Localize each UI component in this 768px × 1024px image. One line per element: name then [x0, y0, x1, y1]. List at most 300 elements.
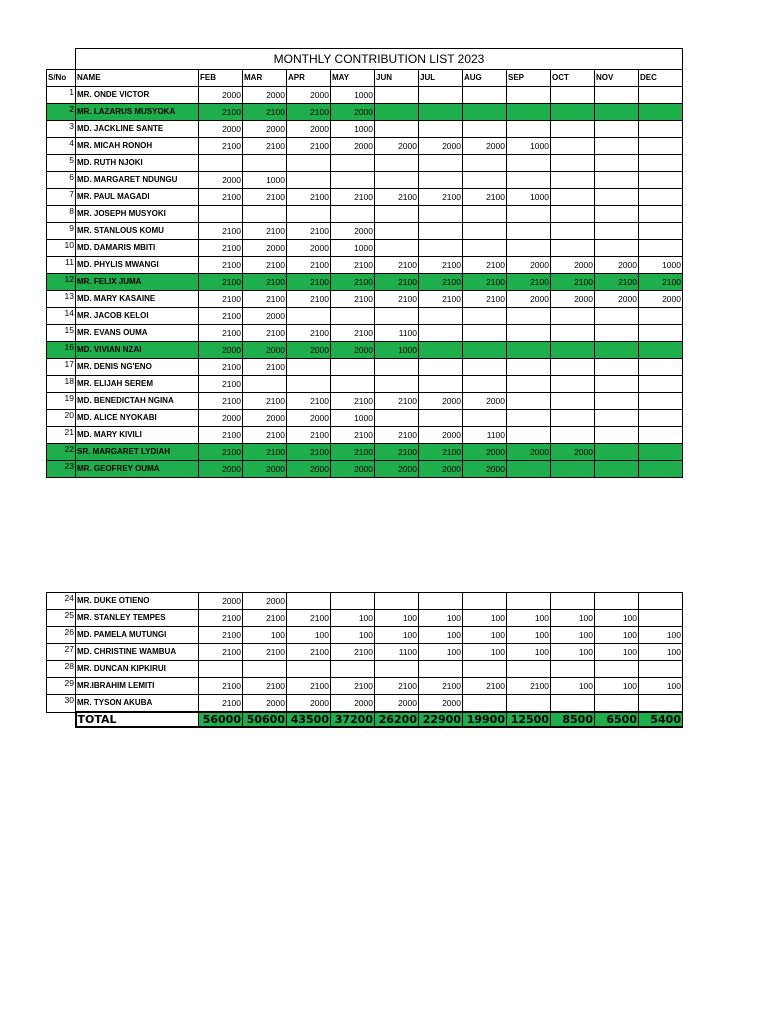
contribution-cell — [287, 172, 331, 189]
contribution-cell: 1000 — [375, 342, 419, 359]
contribution-cell — [375, 593, 419, 610]
contribution-cell — [507, 172, 551, 189]
contribution-cell — [507, 87, 551, 104]
contribution-cell — [331, 308, 375, 325]
member-name: MR. JOSEPH MUSYOKI — [76, 206, 199, 223]
column-header-apr: APR — [287, 70, 331, 87]
contribution-cell — [375, 155, 419, 172]
contribution-cell — [639, 87, 683, 104]
contribution-table-page1 — [46, 48, 683, 478]
table-row — [47, 274, 683, 291]
blank-corner — [47, 49, 76, 70]
contribution-cell: 2000 — [551, 257, 595, 274]
contribution-cell — [375, 206, 419, 223]
contribution-cell — [595, 189, 639, 206]
contribution-cell — [595, 376, 639, 393]
column-header-s-no: S/No — [47, 70, 76, 87]
header-row — [47, 70, 683, 87]
contribution-cell — [551, 308, 595, 325]
column-header-nov: NOV — [595, 70, 639, 87]
contribution-cell — [463, 104, 507, 121]
contribution-cell: 2000 — [243, 461, 287, 478]
contribution-cell — [463, 325, 507, 342]
contribution-cell: 100 — [463, 644, 507, 661]
member-name: SR. MARGARET LYDIAH — [76, 444, 199, 461]
contribution-cell: 2100 — [419, 291, 463, 308]
contribution-cell — [463, 308, 507, 325]
contribution-cell: 2000 — [507, 291, 551, 308]
contribution-cell — [639, 593, 683, 610]
contribution-cell — [419, 172, 463, 189]
table-row — [47, 661, 683, 678]
contribution-cell — [419, 359, 463, 376]
serial-number: 22 — [47, 444, 76, 461]
table-row — [47, 291, 683, 308]
contribution-cell — [639, 308, 683, 325]
contribution-cell: 2100 — [595, 274, 639, 291]
member-name: MR. PAUL MAGADI — [76, 189, 199, 206]
contribution-cell — [375, 104, 419, 121]
contribution-cell — [595, 325, 639, 342]
contribution-cell: 2000 — [243, 308, 287, 325]
contribution-cell — [639, 172, 683, 189]
contribution-cell: 100 — [595, 610, 639, 627]
contribution-cell: 2000 — [507, 444, 551, 461]
contribution-cell: 2000 — [463, 393, 507, 410]
contribution-cell: 2000 — [199, 172, 243, 189]
contribution-cell — [639, 223, 683, 240]
serial-number: 5 — [47, 155, 76, 172]
contribution-cell — [639, 427, 683, 444]
contribution-cell: 2000 — [199, 87, 243, 104]
contribution-cell — [375, 240, 419, 257]
table-row — [47, 376, 683, 393]
serial-number: 2 — [47, 104, 76, 121]
table-row — [47, 342, 683, 359]
contribution-cell: 2100 — [507, 274, 551, 291]
member-name: MD. MARY KASAINE — [76, 291, 199, 308]
table-row — [47, 444, 683, 461]
member-name: MR. MICAH RONOH — [76, 138, 199, 155]
contribution-cell: 2100 — [463, 291, 507, 308]
table-row — [47, 695, 683, 713]
contribution-cell — [639, 342, 683, 359]
contribution-cell — [551, 155, 595, 172]
contribution-cell: 2100 — [243, 427, 287, 444]
serial-number: 4 — [47, 138, 76, 155]
contribution-cell: 2100 — [199, 325, 243, 342]
serial-number: 3 — [47, 121, 76, 138]
table-row — [47, 104, 683, 121]
contribution-cell: 2000 — [331, 695, 375, 713]
contribution-cell — [551, 325, 595, 342]
contribution-cell — [507, 376, 551, 393]
contribution-cell — [639, 695, 683, 713]
member-name: MD. VIVIAN NZAI — [76, 342, 199, 359]
contribution-cell: 2000 — [331, 138, 375, 155]
contribution-cell: 2100 — [287, 138, 331, 155]
column-header-mar: MAR — [243, 70, 287, 87]
member-name: MR. TYSON AKUBA — [76, 695, 199, 713]
member-name: MD. DAMARIS MBITI — [76, 240, 199, 257]
contribution-cell: 2100 — [287, 274, 331, 291]
contribution-cell: 2100 — [243, 678, 287, 695]
total-cell: 6500 — [595, 712, 639, 727]
contribution-cell — [551, 661, 595, 678]
member-name: MD. BENEDICTAH NGINA — [76, 393, 199, 410]
contribution-cell — [595, 410, 639, 427]
contribution-cell: 1000 — [331, 410, 375, 427]
serial-number: 21 — [47, 427, 76, 444]
contribution-cell — [419, 308, 463, 325]
total-row — [47, 712, 683, 727]
contribution-cell: 2000 — [331, 104, 375, 121]
contribution-cell — [551, 87, 595, 104]
total-cell: 22900 — [419, 712, 463, 727]
serial-number: 12 — [47, 274, 76, 291]
contribution-cell: 2100 — [243, 325, 287, 342]
contribution-cell — [551, 593, 595, 610]
column-header-aug: AUG — [463, 70, 507, 87]
contribution-cell: 2100 — [331, 189, 375, 206]
contribution-cell: 1000 — [243, 172, 287, 189]
contribution-cell: 2100 — [243, 610, 287, 627]
contribution-cell — [507, 206, 551, 223]
contribution-cell — [331, 661, 375, 678]
contribution-cell: 100 — [551, 678, 595, 695]
contribution-cell — [639, 393, 683, 410]
member-name: MR. STANLEY TEMPES — [76, 610, 199, 627]
contribution-cell — [375, 223, 419, 240]
contribution-cell: 2100 — [199, 104, 243, 121]
contribution-cell — [463, 155, 507, 172]
contribution-cell: 100 — [595, 627, 639, 644]
contribution-cell: 100 — [375, 610, 419, 627]
contribution-cell: 100 — [595, 644, 639, 661]
contribution-cell — [463, 376, 507, 393]
contribution-cell: 2000 — [199, 593, 243, 610]
contribution-cell: 2000 — [375, 138, 419, 155]
serial-number: 30 — [47, 695, 76, 713]
contribution-cell — [375, 376, 419, 393]
contribution-cell — [375, 87, 419, 104]
contribution-cell: 2100 — [199, 444, 243, 461]
contribution-cell: 2100 — [419, 274, 463, 291]
contribution-cell — [639, 240, 683, 257]
contribution-cell: 1000 — [507, 189, 551, 206]
contribution-cell: 2100 — [463, 257, 507, 274]
member-name: MR. ONDE VICTOR — [76, 87, 199, 104]
contribution-cell: 2100 — [199, 291, 243, 308]
contribution-cell — [551, 240, 595, 257]
contribution-cell — [595, 461, 639, 478]
contribution-cell: 2100 — [243, 223, 287, 240]
contribution-cell: 2000 — [287, 240, 331, 257]
contribution-cell: 2100 — [551, 274, 595, 291]
contribution-cell: 1100 — [463, 427, 507, 444]
contribution-cell: 2000 — [375, 461, 419, 478]
serial-number: 29 — [47, 678, 76, 695]
contribution-cell — [507, 661, 551, 678]
member-name: MR. DENIS NG'ENO — [76, 359, 199, 376]
contribution-cell — [639, 121, 683, 138]
column-header-name: NAME — [76, 70, 199, 87]
contribution-cell: 2000 — [199, 410, 243, 427]
contribution-cell — [551, 104, 595, 121]
contribution-cell: 2100 — [375, 257, 419, 274]
contribution-cell: 2100 — [639, 274, 683, 291]
contribution-cell: 2100 — [419, 189, 463, 206]
contribution-cell: 2100 — [199, 257, 243, 274]
contribution-cell: 1000 — [331, 121, 375, 138]
contribution-cell: 2100 — [287, 678, 331, 695]
contribution-cell: 2100 — [199, 427, 243, 444]
contribution-cell — [507, 155, 551, 172]
contribution-cell — [595, 661, 639, 678]
contribution-cell: 2000 — [419, 427, 463, 444]
contribution-cell: 2100 — [199, 138, 243, 155]
member-name: MD. MARGARET NDUNGU — [76, 172, 199, 189]
column-header-jun: JUN — [375, 70, 419, 87]
contribution-cell — [507, 427, 551, 444]
contribution-cell: 1100 — [375, 325, 419, 342]
contribution-cell: 2000 — [199, 121, 243, 138]
contribution-cell: 2100 — [199, 644, 243, 661]
contribution-cell: 100 — [551, 610, 595, 627]
table-row — [47, 138, 683, 155]
member-name: MD. MARY KIVILI — [76, 427, 199, 444]
contribution-cell — [463, 172, 507, 189]
contribution-cell — [507, 223, 551, 240]
contribution-cell: 2100 — [375, 427, 419, 444]
serial-number: 26 — [47, 627, 76, 644]
serial-number: 7 — [47, 189, 76, 206]
contribution-cell — [463, 593, 507, 610]
contribution-cell: 2100 — [375, 291, 419, 308]
contribution-cell: 100 — [639, 644, 683, 661]
contribution-cell — [419, 104, 463, 121]
contribution-cell: 2100 — [287, 444, 331, 461]
contribution-cell — [419, 155, 463, 172]
contribution-cell — [507, 240, 551, 257]
contribution-cell: 100 — [551, 644, 595, 661]
total-cell: 50600 — [243, 712, 287, 727]
contribution-cell: 2000 — [375, 695, 419, 713]
contribution-cell: 100 — [287, 627, 331, 644]
contribution-cell: 2100 — [199, 308, 243, 325]
contribution-cell — [287, 376, 331, 393]
table-row — [47, 308, 683, 325]
contribution-cell: 2100 — [419, 257, 463, 274]
contribution-cell: 2100 — [243, 257, 287, 274]
contribution-cell — [595, 393, 639, 410]
contribution-cell: 100 — [419, 610, 463, 627]
contribution-cell — [419, 223, 463, 240]
contribution-cell — [463, 359, 507, 376]
contribution-cell: 2100 — [331, 678, 375, 695]
contribution-cell — [199, 206, 243, 223]
contribution-cell — [595, 155, 639, 172]
contribution-cell — [551, 172, 595, 189]
contribution-cell: 2100 — [199, 240, 243, 257]
contribution-cell: 2000 — [331, 461, 375, 478]
contribution-cell: 2100 — [375, 444, 419, 461]
contribution-cell — [551, 206, 595, 223]
contribution-cell — [551, 189, 595, 206]
contribution-cell — [551, 223, 595, 240]
contribution-cell — [287, 308, 331, 325]
contribution-cell: 100 — [595, 678, 639, 695]
total-cell: 43500 — [287, 712, 331, 727]
contribution-cell: 2100 — [243, 393, 287, 410]
serial-number: 8 — [47, 206, 76, 223]
serial-number: 16 — [47, 342, 76, 359]
contribution-cell — [595, 206, 639, 223]
contribution-cell — [595, 172, 639, 189]
member-name: MR. FELIX JUMA — [76, 274, 199, 291]
contribution-cell — [243, 155, 287, 172]
contribution-cell: 2000 — [199, 461, 243, 478]
contribution-cell — [639, 610, 683, 627]
contribution-cell: 1000 — [507, 138, 551, 155]
contribution-cell: 1100 — [375, 644, 419, 661]
total-cell: 56000 — [199, 712, 243, 727]
contribution-cell: 2100 — [243, 359, 287, 376]
contribution-cell: 2100 — [331, 274, 375, 291]
contribution-cell: 100 — [419, 627, 463, 644]
contribution-cell: 2100 — [375, 393, 419, 410]
contribution-cell — [287, 206, 331, 223]
contribution-cell: 2100 — [199, 359, 243, 376]
contribution-cell: 2000 — [463, 138, 507, 155]
contribution-cell — [551, 427, 595, 444]
member-name: MR. DUKE OTIENO — [76, 593, 199, 610]
column-header-feb: FEB — [199, 70, 243, 87]
contribution-cell: 2100 — [199, 376, 243, 393]
contribution-cell — [331, 206, 375, 223]
contribution-cell — [595, 427, 639, 444]
contribution-cell — [595, 138, 639, 155]
contribution-cell: 2100 — [331, 325, 375, 342]
table-row — [47, 121, 683, 138]
contribution-cell: 100 — [463, 627, 507, 644]
contribution-cell: 2000 — [243, 410, 287, 427]
contribution-cell: 2000 — [243, 593, 287, 610]
member-name: MR. JACOB KELOI — [76, 308, 199, 325]
contribution-cell — [507, 342, 551, 359]
serial-number: 6 — [47, 172, 76, 189]
contribution-cell — [507, 359, 551, 376]
contribution-cell: 2100 — [419, 444, 463, 461]
contribution-cell: 2000 — [639, 291, 683, 308]
contribution-cell: 2100 — [287, 427, 331, 444]
contribution-cell: 2100 — [243, 189, 287, 206]
contribution-cell — [375, 661, 419, 678]
contribution-cell — [639, 325, 683, 342]
table-row — [47, 172, 683, 189]
contribution-cell — [375, 308, 419, 325]
contribution-cell — [419, 410, 463, 427]
table-row — [47, 593, 683, 610]
table-row — [47, 678, 683, 695]
serial-number: 15 — [47, 325, 76, 342]
contribution-cell — [243, 206, 287, 223]
contribution-cell: 2100 — [199, 695, 243, 713]
contribution-cell — [419, 121, 463, 138]
contribution-cell — [595, 240, 639, 257]
contribution-cell: 2000 — [199, 342, 243, 359]
contribution-cell: 1000 — [331, 240, 375, 257]
serial-number: 28 — [47, 661, 76, 678]
contribution-cell — [551, 138, 595, 155]
contribution-cell — [419, 206, 463, 223]
contribution-cell: 2100 — [287, 257, 331, 274]
contribution-cell — [595, 87, 639, 104]
member-name: MD. CHRISTINE WAMBUA — [76, 644, 199, 661]
contribution-cell — [595, 308, 639, 325]
column-header-may: MAY — [331, 70, 375, 87]
contribution-cell — [463, 695, 507, 713]
contribution-cell: 2100 — [331, 393, 375, 410]
sheet-title: MONTHLY CONTRIBUTION LIST 2023 — [76, 49, 683, 70]
contribution-cell: 100 — [463, 610, 507, 627]
contribution-cell: 2100 — [243, 104, 287, 121]
table-row — [47, 240, 683, 257]
serial-number: 9 — [47, 223, 76, 240]
contribution-cell: 100 — [375, 627, 419, 644]
contribution-cell — [551, 461, 595, 478]
member-name: MD. JACKLINE SANTE — [76, 121, 199, 138]
total-blank — [47, 712, 76, 727]
contribution-cell: 2000 — [287, 695, 331, 713]
total-cell: 26200 — [375, 712, 419, 727]
contribution-cell — [331, 155, 375, 172]
contribution-cell: 2000 — [287, 87, 331, 104]
contribution-cell — [419, 87, 463, 104]
contribution-cell: 2100 — [199, 627, 243, 644]
contribution-cell: 2100 — [507, 678, 551, 695]
contribution-cell: 2000 — [595, 257, 639, 274]
contribution-cell: 1000 — [639, 257, 683, 274]
column-header-jul: JUL — [419, 70, 463, 87]
contribution-cell — [463, 87, 507, 104]
contribution-cell: 1000 — [331, 87, 375, 104]
contribution-cell — [595, 359, 639, 376]
contribution-cell — [463, 206, 507, 223]
table-row — [47, 461, 683, 478]
contribution-cell: 2100 — [463, 189, 507, 206]
contribution-cell: 2100 — [287, 610, 331, 627]
contribution-cell — [463, 661, 507, 678]
contribution-cell: 2100 — [199, 223, 243, 240]
contribution-cell: 2000 — [463, 461, 507, 478]
contribution-cell: 2100 — [463, 274, 507, 291]
contribution-cell: 2000 — [419, 393, 463, 410]
contribution-cell: 100 — [639, 678, 683, 695]
contribution-cell: 2100 — [331, 291, 375, 308]
table-row — [47, 325, 683, 342]
contribution-cell — [199, 661, 243, 678]
table-row — [47, 627, 683, 644]
contribution-cell — [639, 661, 683, 678]
contribution-cell — [639, 138, 683, 155]
contribution-cell — [639, 444, 683, 461]
member-name: MR.IBRAHIM LEMITI — [76, 678, 199, 695]
contribution-cell: 2100 — [199, 610, 243, 627]
total-cell: 5400 — [639, 712, 683, 727]
member-name: MR. DUNCAN KIPKIRUI — [76, 661, 199, 678]
contribution-cell — [419, 240, 463, 257]
